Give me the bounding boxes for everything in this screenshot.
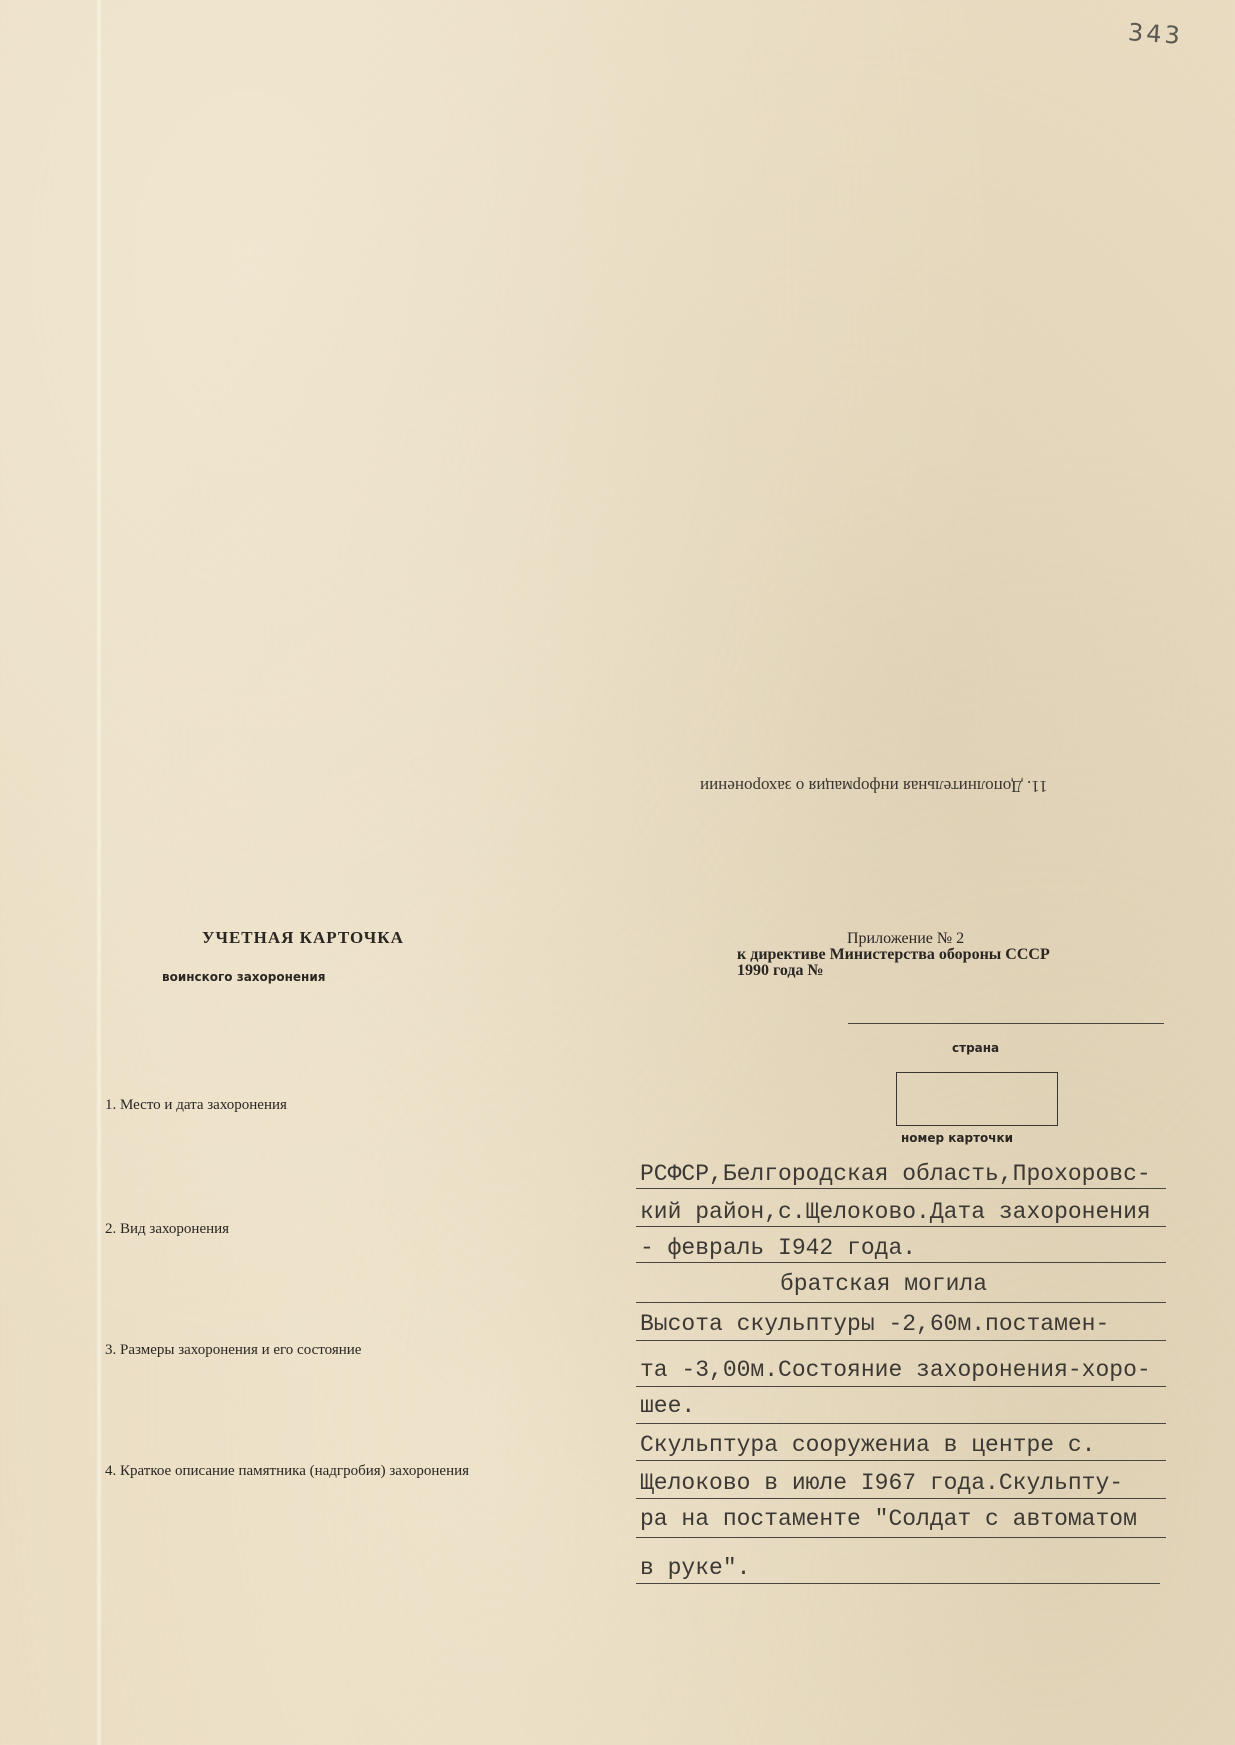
answer-rule [636, 1340, 1166, 1341]
answer-rule [636, 1302, 1166, 1303]
appendix-line-2: к директиве Министерства обороны СССР [737, 946, 1050, 963]
answer-rule [636, 1583, 1160, 1584]
card-number-label: номер карточки [901, 1131, 1014, 1145]
answer-rule [636, 1262, 1166, 1263]
answer-rule [636, 1423, 1166, 1424]
answer-rule [636, 1188, 1166, 1189]
typed-line: Высота скульптуры -2,60м.постамен- [640, 1311, 1110, 1337]
answer-rule [636, 1386, 1166, 1387]
typed-line: братская могила [780, 1271, 988, 1297]
typed-line: кий район,с.Щелоково.Дата захоронения [640, 1199, 1151, 1225]
answer-rule [636, 1460, 1166, 1461]
card-title: УЧЕТНАЯ КАРТОЧКА [202, 928, 404, 947]
paper-fold-line [96, 0, 102, 1745]
country-label: страна [952, 1041, 1000, 1055]
field-label-size-condition: 3. Размеры захоронения и его состояние [105, 1342, 362, 1358]
typed-line: та -3,00м.Состояние захоронения-хоро- [640, 1357, 1151, 1383]
field-label-place-date: 1. Место и дата захоронения [105, 1097, 287, 1113]
typed-line: - февраль I942 года. [640, 1235, 917, 1261]
typed-line: шее. [640, 1393, 696, 1419]
appendix-line-3: 1990 года № [737, 962, 824, 979]
handwritten-page-number: 343 [1127, 18, 1184, 50]
appendix-note [737, 931, 1050, 979]
appendix-line-1: Приложение № 2 [847, 930, 965, 947]
card-subtitle: воинского захоронения [162, 970, 326, 984]
field-label-monument-description: 4. Краткое описание памятника (надгробия) захоронения [105, 1463, 470, 1479]
typed-line: ра на постаменте "Солдат с автоматом [640, 1506, 1137, 1532]
upside-down-section-heading: 11. Дополнительная информация о захоронении [700, 777, 1048, 796]
typed-line: Скульптура сооружениа в центре с. [640, 1432, 1096, 1458]
typed-line: в руке". [640, 1555, 751, 1581]
field-label-burial-type: 2. Вид захоронения [105, 1221, 230, 1237]
country-blank-line [848, 1023, 1164, 1024]
answer-rule [636, 1537, 1166, 1538]
answer-rule [636, 1226, 1166, 1227]
card-number-box [896, 1072, 1058, 1126]
answer-rule [636, 1498, 1166, 1499]
typed-line: Щелоково в июле I967 года.Скульпту- [640, 1470, 1124, 1496]
typed-line: РСФСР,Белгородская область,Прохоровс- [640, 1161, 1151, 1187]
